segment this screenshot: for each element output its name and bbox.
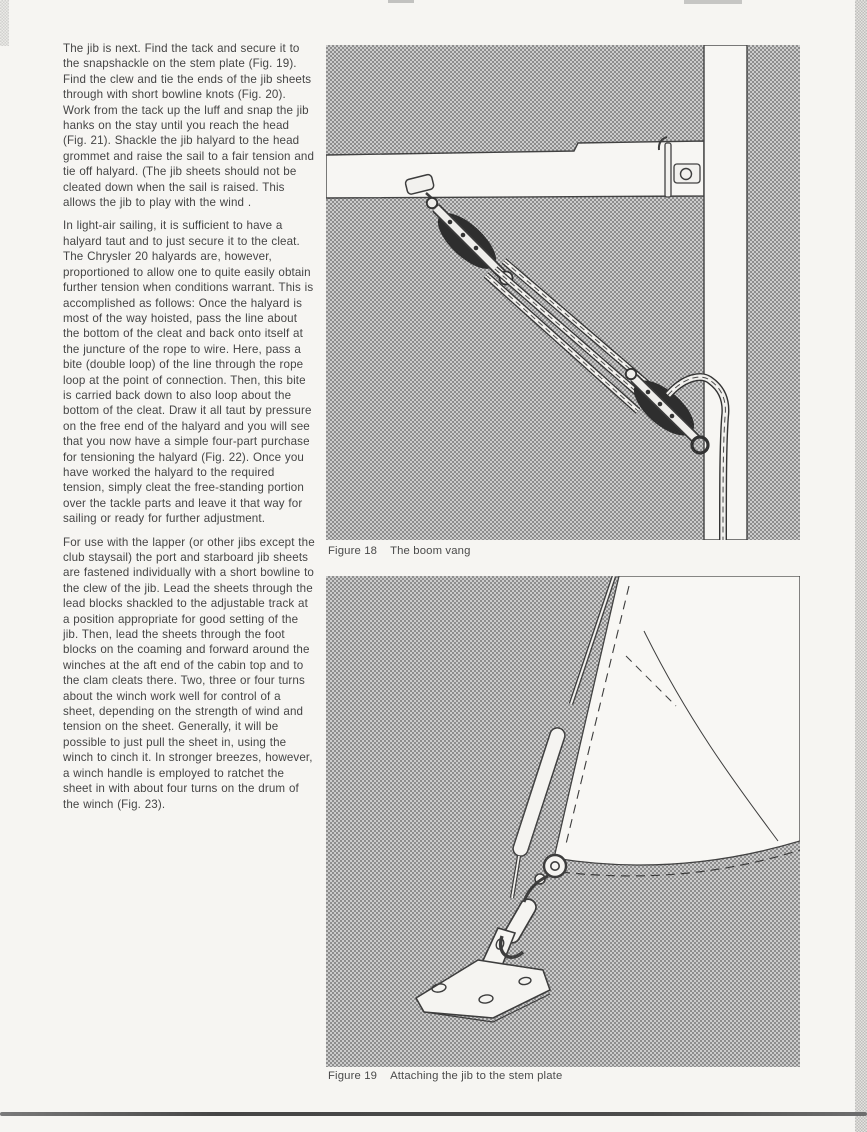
figure-19-label: Figure 19 [328,1070,378,1082]
figure-19-caption [328,1070,562,1082]
tack-grommet [544,855,566,877]
scan-edge-right-band [855,0,867,1132]
body-paragraph-1: The jib is next. Find the tack and secure it to the snapshackle on the stem plate (Fig. 19). Find the clew and tie the ends of the jib sheets through with short bowline knots (Fig. 20). Work from the tack up the luff and snap the jib hanks on the stay until you reach the head (Fig. 21). Shackle the jib halyard to the head grommet and raise the sail to a fair tension and tie off halyard. (The jib sheets should not be cleated down when the sail is raised. This allows the jib to play with the wind . [63,42,315,210]
boom-vang-drawing [326,45,800,540]
body-text-column [63,41,316,820]
figure-18-caption-text: The boom vang [390,545,471,557]
tackle-rope-strands [486,261,658,411]
boom-shape [326,141,704,198]
figure-19-caption-text: Attaching the jib to the stem plate [390,1070,563,1082]
figure-19-jib-tack-illustration [326,576,800,1067]
figure-18-boom-vang-illustration [326,45,800,540]
scan-speck [684,0,742,4]
scan-corner-smudge [0,0,9,46]
figure-18-caption [328,545,471,557]
stem-plate [416,960,550,1022]
body-paragraph-2: In light-air sailing, it is sufficient to have a halyard taut and to just secure it to the cleat. The Chrysler 20 halyards are, however, proportioned to allow one to quite easily obtain further tension when conditions warrant. This is accomplished as follows: Once the halyard is most of the way hoisted, pass the line about the bottom of the cleat and back onto itself at the juncture of the rope to wire. Here, pass a bite (double loop) of the line through the rope loop at the point of connection. Then, this bite is carried back down to also loop about the bottom of the cleat. Draw it all taut by pressure on the free end of the halyard and you will see that you now have a simple four-part purchase for tensioning the halyard (Fig. 22). Once you have worked the halyard to the required tension, simply cleat the free-standing portion over the tackle parts and leave it that way for sailing or ready for further adjustment. [63,219,314,526]
scan-bottom-edge-line [0,1112,867,1116]
body-paragraph-3: For use with the lapper (or other jibs except the club staysail) the port and starboard jib sheets are fastened individually with a short bowline to the clew of the jib. Lead the sheets through the lead blocks shackled to the adjustable track at a position appropriate for good setting of the jib. Then, lead the sheets through the foot blocks on the coaming and forward around the winches at the aft end of the cabin top and to the clam cleats there. Two, three or four turns about the winch work well for control of a sheet, depending on the strength of wind and tension on the sheet. Generally, it will be possible to just pull the sheet in, using the winch to cinch it. In stronger breezes, however, a winch handle is employed to ratchet the sheet in with about four turns on the drum of the winch (Fig. 23). [63,535,315,811]
sail-shape [554,576,800,865]
scan-speck [388,0,414,3]
jib-tack-drawing [326,576,800,1067]
figure-18-label: Figure 18 [328,545,378,557]
